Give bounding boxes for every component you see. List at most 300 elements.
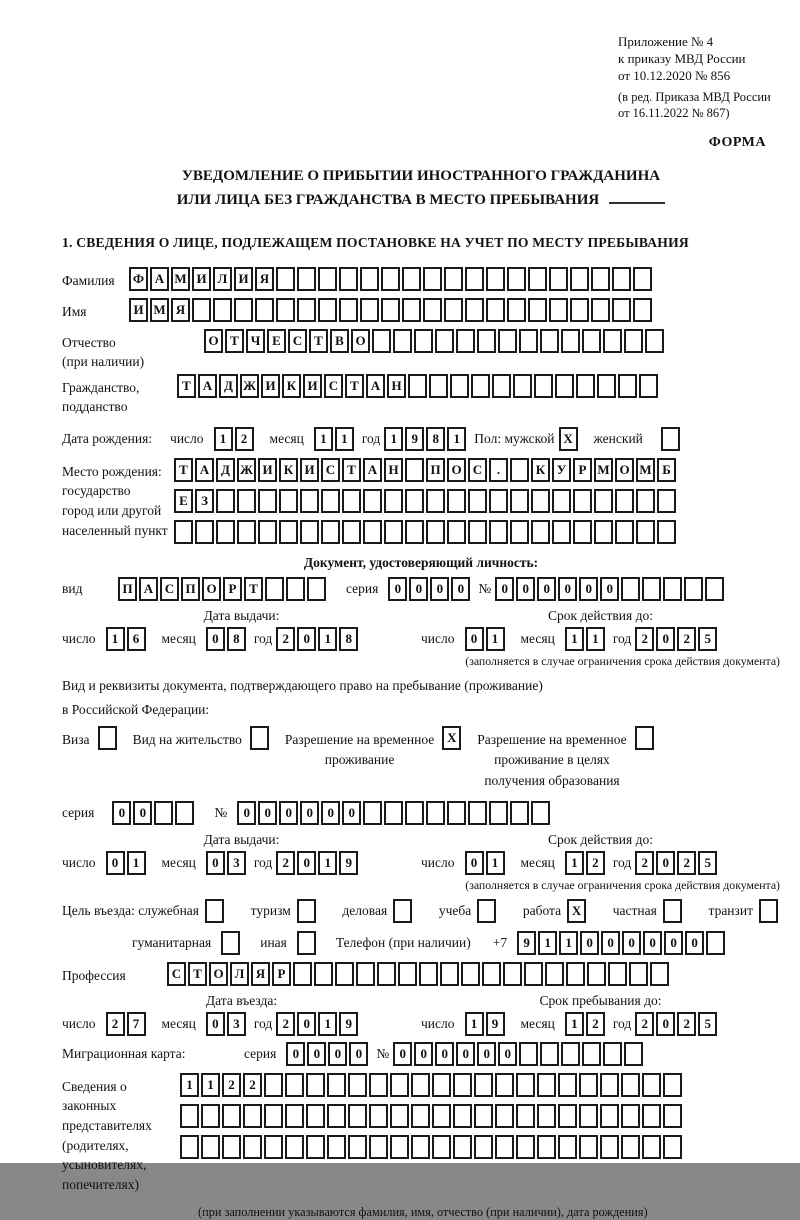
char-cell: 9 xyxy=(486,1012,505,1036)
char-cell: 0 xyxy=(656,627,675,651)
char-cell xyxy=(369,1104,388,1128)
char-cell: А xyxy=(195,458,214,482)
char-cell xyxy=(663,1073,682,1097)
char-cell xyxy=(222,1135,241,1159)
char-cell: 2 xyxy=(677,851,696,875)
char-cell: 0 xyxy=(465,851,484,875)
char-cell: 5 xyxy=(698,1012,717,1036)
char-cell xyxy=(426,520,445,544)
char-cell: Ж xyxy=(240,374,259,398)
char-cell xyxy=(663,1135,682,1159)
birth-year-cells xyxy=(384,427,468,451)
char-cell: Т xyxy=(309,329,328,353)
char-cell xyxy=(456,329,475,353)
visa-option xyxy=(62,726,119,750)
char-cell xyxy=(363,520,382,544)
surname-row xyxy=(62,267,780,291)
text-line: Сведения о xyxy=(62,1078,127,1094)
citizenship-row xyxy=(62,374,780,417)
char-cell: К xyxy=(279,458,298,482)
char-cell xyxy=(573,489,592,513)
stay-year-cells xyxy=(635,1012,719,1036)
stay-until xyxy=(421,993,780,1036)
char-cell: К xyxy=(531,458,550,482)
limited-validity-note: (заполняется в случае ограничения срока действия документа) xyxy=(465,877,780,892)
year-label: год xyxy=(253,1015,273,1031)
surname-label: Фамилия xyxy=(62,272,115,288)
char-cell xyxy=(306,1135,325,1159)
temp-residence-permit-edu-checkbox xyxy=(635,726,656,750)
migration-number-label: № xyxy=(376,1045,390,1061)
char-cell xyxy=(540,1042,559,1066)
char-cell xyxy=(306,1073,325,1097)
char-cell xyxy=(495,1135,514,1159)
char-cell: Е xyxy=(174,489,193,513)
char-cell: К xyxy=(282,374,301,398)
char-cell xyxy=(213,298,232,322)
char-cell xyxy=(405,801,424,825)
char-cell: 0 xyxy=(206,627,225,651)
char-cell: 0 xyxy=(286,1042,305,1066)
char-cell xyxy=(243,1135,262,1159)
char-cell: Я xyxy=(251,962,270,986)
char-cell xyxy=(636,489,655,513)
char-cell: 1 xyxy=(565,851,584,875)
appendix-block xyxy=(618,34,780,121)
char-cell xyxy=(398,962,417,986)
char-cell xyxy=(468,489,487,513)
valid-until-title: Срок действия до: xyxy=(548,607,653,623)
char-cell: 1 xyxy=(106,627,125,651)
profession-row xyxy=(62,962,780,986)
char-cell xyxy=(465,267,484,291)
migration-series-label: серия xyxy=(244,1045,277,1061)
char-cell xyxy=(327,1104,346,1128)
birth-place-row1-cells xyxy=(174,458,678,482)
day-label: число xyxy=(421,630,455,646)
char-cell xyxy=(663,1104,682,1128)
char-cell xyxy=(180,1135,199,1159)
char-cell: 8 xyxy=(227,627,246,651)
char-cell: 0 xyxy=(393,1042,412,1066)
char-cell: 0 xyxy=(297,1012,316,1036)
char-cell: М xyxy=(594,458,613,482)
char-cell: 0 xyxy=(409,577,428,601)
birth-place-cells-block xyxy=(174,458,678,551)
char-cell: 1 xyxy=(314,427,333,451)
char-cell xyxy=(447,801,466,825)
char-cell xyxy=(154,801,173,825)
char-cell: 0 xyxy=(435,1042,454,1066)
month-label: месяц xyxy=(520,854,555,870)
char-cell xyxy=(180,1104,199,1128)
char-cell xyxy=(384,520,403,544)
char-cell xyxy=(293,962,312,986)
text-line: к приказу МВД России xyxy=(618,50,746,66)
identity-issue-date xyxy=(62,608,421,669)
char-cell: И xyxy=(234,267,253,291)
char-cell xyxy=(594,520,613,544)
char-cell xyxy=(486,298,505,322)
char-cell: 0 xyxy=(321,801,340,825)
char-cell: О xyxy=(209,962,228,986)
purpose-study xyxy=(439,899,498,923)
section1-heading: 1. СВЕДЕНИЯ О ЛИЦЕ, ПОДЛЕЖАЩЕМ ПОСТАНОВКЕ НА УЧЕТ ПО МЕСТУ ПРЕБЫВАНИЯ xyxy=(62,234,689,250)
char-cell xyxy=(393,899,412,923)
issue1-month-cells xyxy=(206,627,248,651)
char-cell xyxy=(297,267,316,291)
char-cell xyxy=(537,1073,556,1097)
identity-doc-number-label: № xyxy=(478,580,492,596)
issue2-day-cells xyxy=(106,851,148,875)
year-label: год xyxy=(612,854,632,870)
residence-series-label: серия xyxy=(62,804,95,820)
char-cell xyxy=(348,1135,367,1159)
char-cell xyxy=(363,801,382,825)
char-cell xyxy=(297,298,316,322)
char-cell xyxy=(576,374,595,398)
char-cell xyxy=(327,1135,346,1159)
char-cell: С xyxy=(167,962,186,986)
char-cell xyxy=(393,329,412,353)
char-cell xyxy=(234,298,253,322)
year-label: год xyxy=(253,630,273,646)
issue2-rmonth-cells xyxy=(565,851,607,875)
char-cell xyxy=(264,1073,283,1097)
char-cell xyxy=(221,931,240,955)
char-cell: 9 xyxy=(405,427,424,451)
char-cell xyxy=(545,962,564,986)
char-cell: 0 xyxy=(664,931,683,955)
temp-residence-permit-edu-label xyxy=(477,726,626,791)
purpose-transit-checkbox xyxy=(759,899,780,923)
char-cell: О xyxy=(351,329,370,353)
char-cell: 0 xyxy=(656,1012,675,1036)
char-cell xyxy=(285,1073,304,1097)
visa-label: Виза xyxy=(62,732,90,748)
citizenship-cells xyxy=(177,374,660,398)
char-cell: Я xyxy=(255,267,274,291)
purpose-official-checkbox xyxy=(205,899,226,923)
issue2-ryear-cells xyxy=(635,851,719,875)
stay-until-title: Срок пребывания до: xyxy=(539,992,662,1008)
char-cell: 0 xyxy=(388,577,407,601)
entry-year-cells xyxy=(276,1012,360,1036)
migration-series-cells xyxy=(286,1042,370,1066)
purpose-tourism xyxy=(251,899,318,923)
residence-permit-checkbox xyxy=(250,726,271,750)
limited-validity-note: (заполняется в случае ограничения срока действия документа) xyxy=(465,653,780,668)
char-cell: Т xyxy=(174,458,193,482)
birth-place-row3-cells xyxy=(174,520,678,544)
profession-label: Профессия xyxy=(62,967,126,983)
issue-date-title: Дата выдачи: xyxy=(203,607,280,623)
char-cell xyxy=(549,267,568,291)
char-cell: Р xyxy=(272,962,291,986)
char-cell: 5 xyxy=(698,851,717,875)
char-cell xyxy=(474,1135,493,1159)
char-cell: 0 xyxy=(495,577,514,601)
char-cell: 0 xyxy=(430,577,449,601)
char-cell xyxy=(286,577,305,601)
char-cell xyxy=(360,267,379,291)
char-cell: 1 xyxy=(565,627,584,651)
phone-prefix: +7 xyxy=(492,934,508,950)
representatives-label xyxy=(62,1073,180,1194)
char-cell: О xyxy=(204,329,223,353)
char-cell xyxy=(306,1104,325,1128)
char-cell xyxy=(612,298,631,322)
char-cell: 1 xyxy=(486,851,505,875)
char-cell xyxy=(414,329,433,353)
char-cell xyxy=(477,899,496,923)
char-cell xyxy=(300,489,319,513)
char-cell xyxy=(447,489,466,513)
issue2-year-cells xyxy=(276,851,360,875)
text-line: Разрешение на временное xyxy=(477,732,627,748)
char-cell xyxy=(558,1104,577,1128)
day-label: число xyxy=(62,630,96,646)
birth-day-label: число xyxy=(170,430,204,446)
purpose-work-checkbox xyxy=(567,899,588,923)
char-cell: 7 xyxy=(127,1012,146,1036)
char-cell xyxy=(216,489,235,513)
representatives-cells-block xyxy=(180,1073,684,1220)
char-cell: 0 xyxy=(685,931,704,955)
char-cell xyxy=(369,1135,388,1159)
char-cell xyxy=(608,962,627,986)
char-cell xyxy=(528,267,547,291)
purpose-study-checkbox xyxy=(477,899,498,923)
char-cell xyxy=(276,267,295,291)
char-cell: М xyxy=(150,298,169,322)
char-cell xyxy=(537,1104,556,1128)
representatives-row3-cells xyxy=(180,1135,684,1159)
char-cell xyxy=(537,1135,556,1159)
char-cell xyxy=(297,899,316,923)
char-cell: Т xyxy=(244,577,263,601)
text-line: (родителях, xyxy=(62,1137,129,1153)
birth-day-cells xyxy=(214,427,256,451)
text-line: Разрешение на временное xyxy=(284,732,435,748)
char-cell xyxy=(339,267,358,291)
char-cell xyxy=(279,520,298,544)
char-cell xyxy=(482,962,501,986)
revision-lines xyxy=(618,89,780,122)
year-label: год xyxy=(253,854,273,870)
identity-doc-row xyxy=(62,577,780,601)
residence-number-cells xyxy=(237,801,552,825)
identity-valid-until xyxy=(421,608,780,669)
purpose-transit-label: транзит xyxy=(708,902,753,918)
text-line: от 10.12.2020 № 856 xyxy=(618,67,731,83)
char-cell xyxy=(587,962,606,986)
char-cell xyxy=(419,962,438,986)
temp-residence-permit-edu-option xyxy=(477,726,655,791)
char-cell: 2 xyxy=(222,1073,241,1097)
char-cell xyxy=(633,267,652,291)
residence-valid-until xyxy=(421,832,780,893)
text-line: Место рождения: xyxy=(62,463,162,479)
char-cell xyxy=(201,1135,220,1159)
char-cell xyxy=(661,427,680,451)
char-cell: Т xyxy=(177,374,196,398)
char-cell: 9 xyxy=(339,851,358,875)
char-cell xyxy=(327,1073,346,1097)
text-line: представителях xyxy=(62,1117,152,1133)
char-cell xyxy=(639,374,658,398)
char-cell: 0 xyxy=(656,851,675,875)
char-cell xyxy=(461,962,480,986)
text-line: (при наличии) xyxy=(62,354,145,370)
char-cell: 1 xyxy=(201,1073,220,1097)
issue2-month-cells xyxy=(206,851,248,875)
char-cell xyxy=(498,329,517,353)
entry-purpose-row xyxy=(62,899,780,923)
month-label: месяц xyxy=(161,1015,196,1031)
char-cell: 1 xyxy=(465,1012,484,1036)
form-title-line2: ИЛИ ЛИЦА БЕЗ ГРАЖДАНСТВА В МЕСТО ПРЕБЫВАНИЯ xyxy=(176,192,600,209)
text-line: проживание xyxy=(324,752,395,768)
char-cell xyxy=(465,298,484,322)
char-cell xyxy=(621,1073,640,1097)
char-cell xyxy=(510,489,529,513)
char-cell: Л xyxy=(213,267,232,291)
purpose-tourism-checkbox xyxy=(297,899,318,923)
char-cell: 0 xyxy=(206,851,225,875)
char-cell: А xyxy=(363,458,382,482)
identity-doc-kind-cells xyxy=(118,577,328,601)
char-cell xyxy=(507,298,526,322)
char-cell xyxy=(255,298,274,322)
text-line: государство xyxy=(62,483,131,499)
char-cell xyxy=(348,1073,367,1097)
char-cell xyxy=(390,1104,409,1128)
purpose-business-checkbox xyxy=(393,899,414,923)
char-cell: И xyxy=(303,374,322,398)
issue-date-title: Дата выдачи: xyxy=(203,831,280,847)
char-cell xyxy=(297,931,316,955)
blank-underline xyxy=(609,188,665,204)
birth-year-label: год xyxy=(361,430,381,446)
char-cell: Т xyxy=(188,962,207,986)
residence-issue-date xyxy=(62,832,421,893)
char-cell xyxy=(471,374,490,398)
char-cell: 1 xyxy=(538,931,557,955)
char-cell: X xyxy=(442,726,461,750)
char-cell xyxy=(435,329,454,353)
purpose-work xyxy=(523,899,588,923)
text-line: подданство xyxy=(62,399,128,415)
issue1-year-cells xyxy=(276,627,360,651)
char-cell: З xyxy=(195,489,214,513)
char-cell: 0 xyxy=(537,577,556,601)
char-cell: 2 xyxy=(276,851,295,875)
purpose-work-label: работа xyxy=(522,902,562,918)
char-cell: X xyxy=(559,427,578,451)
char-cell: А xyxy=(198,374,217,398)
char-cell: 2 xyxy=(586,1012,605,1036)
char-cell xyxy=(264,1104,283,1128)
char-cell xyxy=(384,801,403,825)
char-cell xyxy=(453,1104,472,1128)
text-line: Отчество xyxy=(62,334,116,350)
char-cell xyxy=(429,374,448,398)
residence-doc-dates-row xyxy=(62,832,780,893)
char-cell: Н xyxy=(384,458,403,482)
char-cell: 1 xyxy=(447,427,466,451)
char-cell: Ч xyxy=(246,329,265,353)
given-name-row xyxy=(62,298,780,322)
phone-cells xyxy=(517,931,727,955)
char-cell: А xyxy=(366,374,385,398)
representatives-row xyxy=(62,1073,780,1220)
char-cell: 1 xyxy=(384,427,403,451)
char-cell: 8 xyxy=(426,427,445,451)
char-cell: Ж xyxy=(237,458,256,482)
char-cell xyxy=(534,374,553,398)
issue1-ryear-cells xyxy=(635,627,719,651)
char-cell xyxy=(642,1104,661,1128)
purpose-business-label: деловая xyxy=(342,902,388,918)
identity-doc-series-label: серия xyxy=(346,580,379,596)
char-cell: М xyxy=(171,267,190,291)
char-cell: 0 xyxy=(477,1042,496,1066)
char-cell xyxy=(549,298,568,322)
char-cell xyxy=(321,489,340,513)
char-cell: 0 xyxy=(465,627,484,651)
patronymic-cells xyxy=(204,329,666,353)
day-label: число xyxy=(62,854,96,870)
char-cell: 2 xyxy=(276,1012,295,1036)
char-cell: О xyxy=(202,577,221,601)
profession-cells xyxy=(167,962,671,986)
char-cell xyxy=(411,1104,430,1128)
char-cell xyxy=(432,1073,451,1097)
char-cell xyxy=(468,520,487,544)
char-cell xyxy=(621,1104,640,1128)
citizenship-label xyxy=(62,374,177,417)
char-cell xyxy=(453,1073,472,1097)
char-cell xyxy=(531,489,550,513)
identity-doc-series-cells xyxy=(388,577,472,601)
char-cell: 2 xyxy=(635,1012,654,1036)
char-cell: 2 xyxy=(106,1012,125,1036)
char-cell: 0 xyxy=(622,931,641,955)
char-cell: И xyxy=(258,458,277,482)
char-cell xyxy=(205,899,224,923)
char-cell xyxy=(531,520,550,544)
valid-until-title: Срок действия до: xyxy=(548,831,653,847)
char-cell xyxy=(444,298,463,322)
char-cell xyxy=(348,1104,367,1128)
char-cell xyxy=(450,374,469,398)
issue1-rmonth-cells xyxy=(565,627,607,651)
char-cell xyxy=(624,1042,643,1066)
char-cell: 0 xyxy=(451,577,470,601)
char-cell: X xyxy=(567,899,586,923)
char-cell xyxy=(519,329,538,353)
text-line: от 16.11.2022 № 867) xyxy=(618,105,730,120)
char-cell xyxy=(531,801,550,825)
text-line: город или другой xyxy=(62,503,162,519)
char-cell xyxy=(636,520,655,544)
char-cell: 0 xyxy=(558,577,577,601)
birth-month-label: месяц xyxy=(269,430,304,446)
char-cell xyxy=(524,962,543,986)
char-cell xyxy=(360,298,379,322)
char-cell xyxy=(408,374,427,398)
